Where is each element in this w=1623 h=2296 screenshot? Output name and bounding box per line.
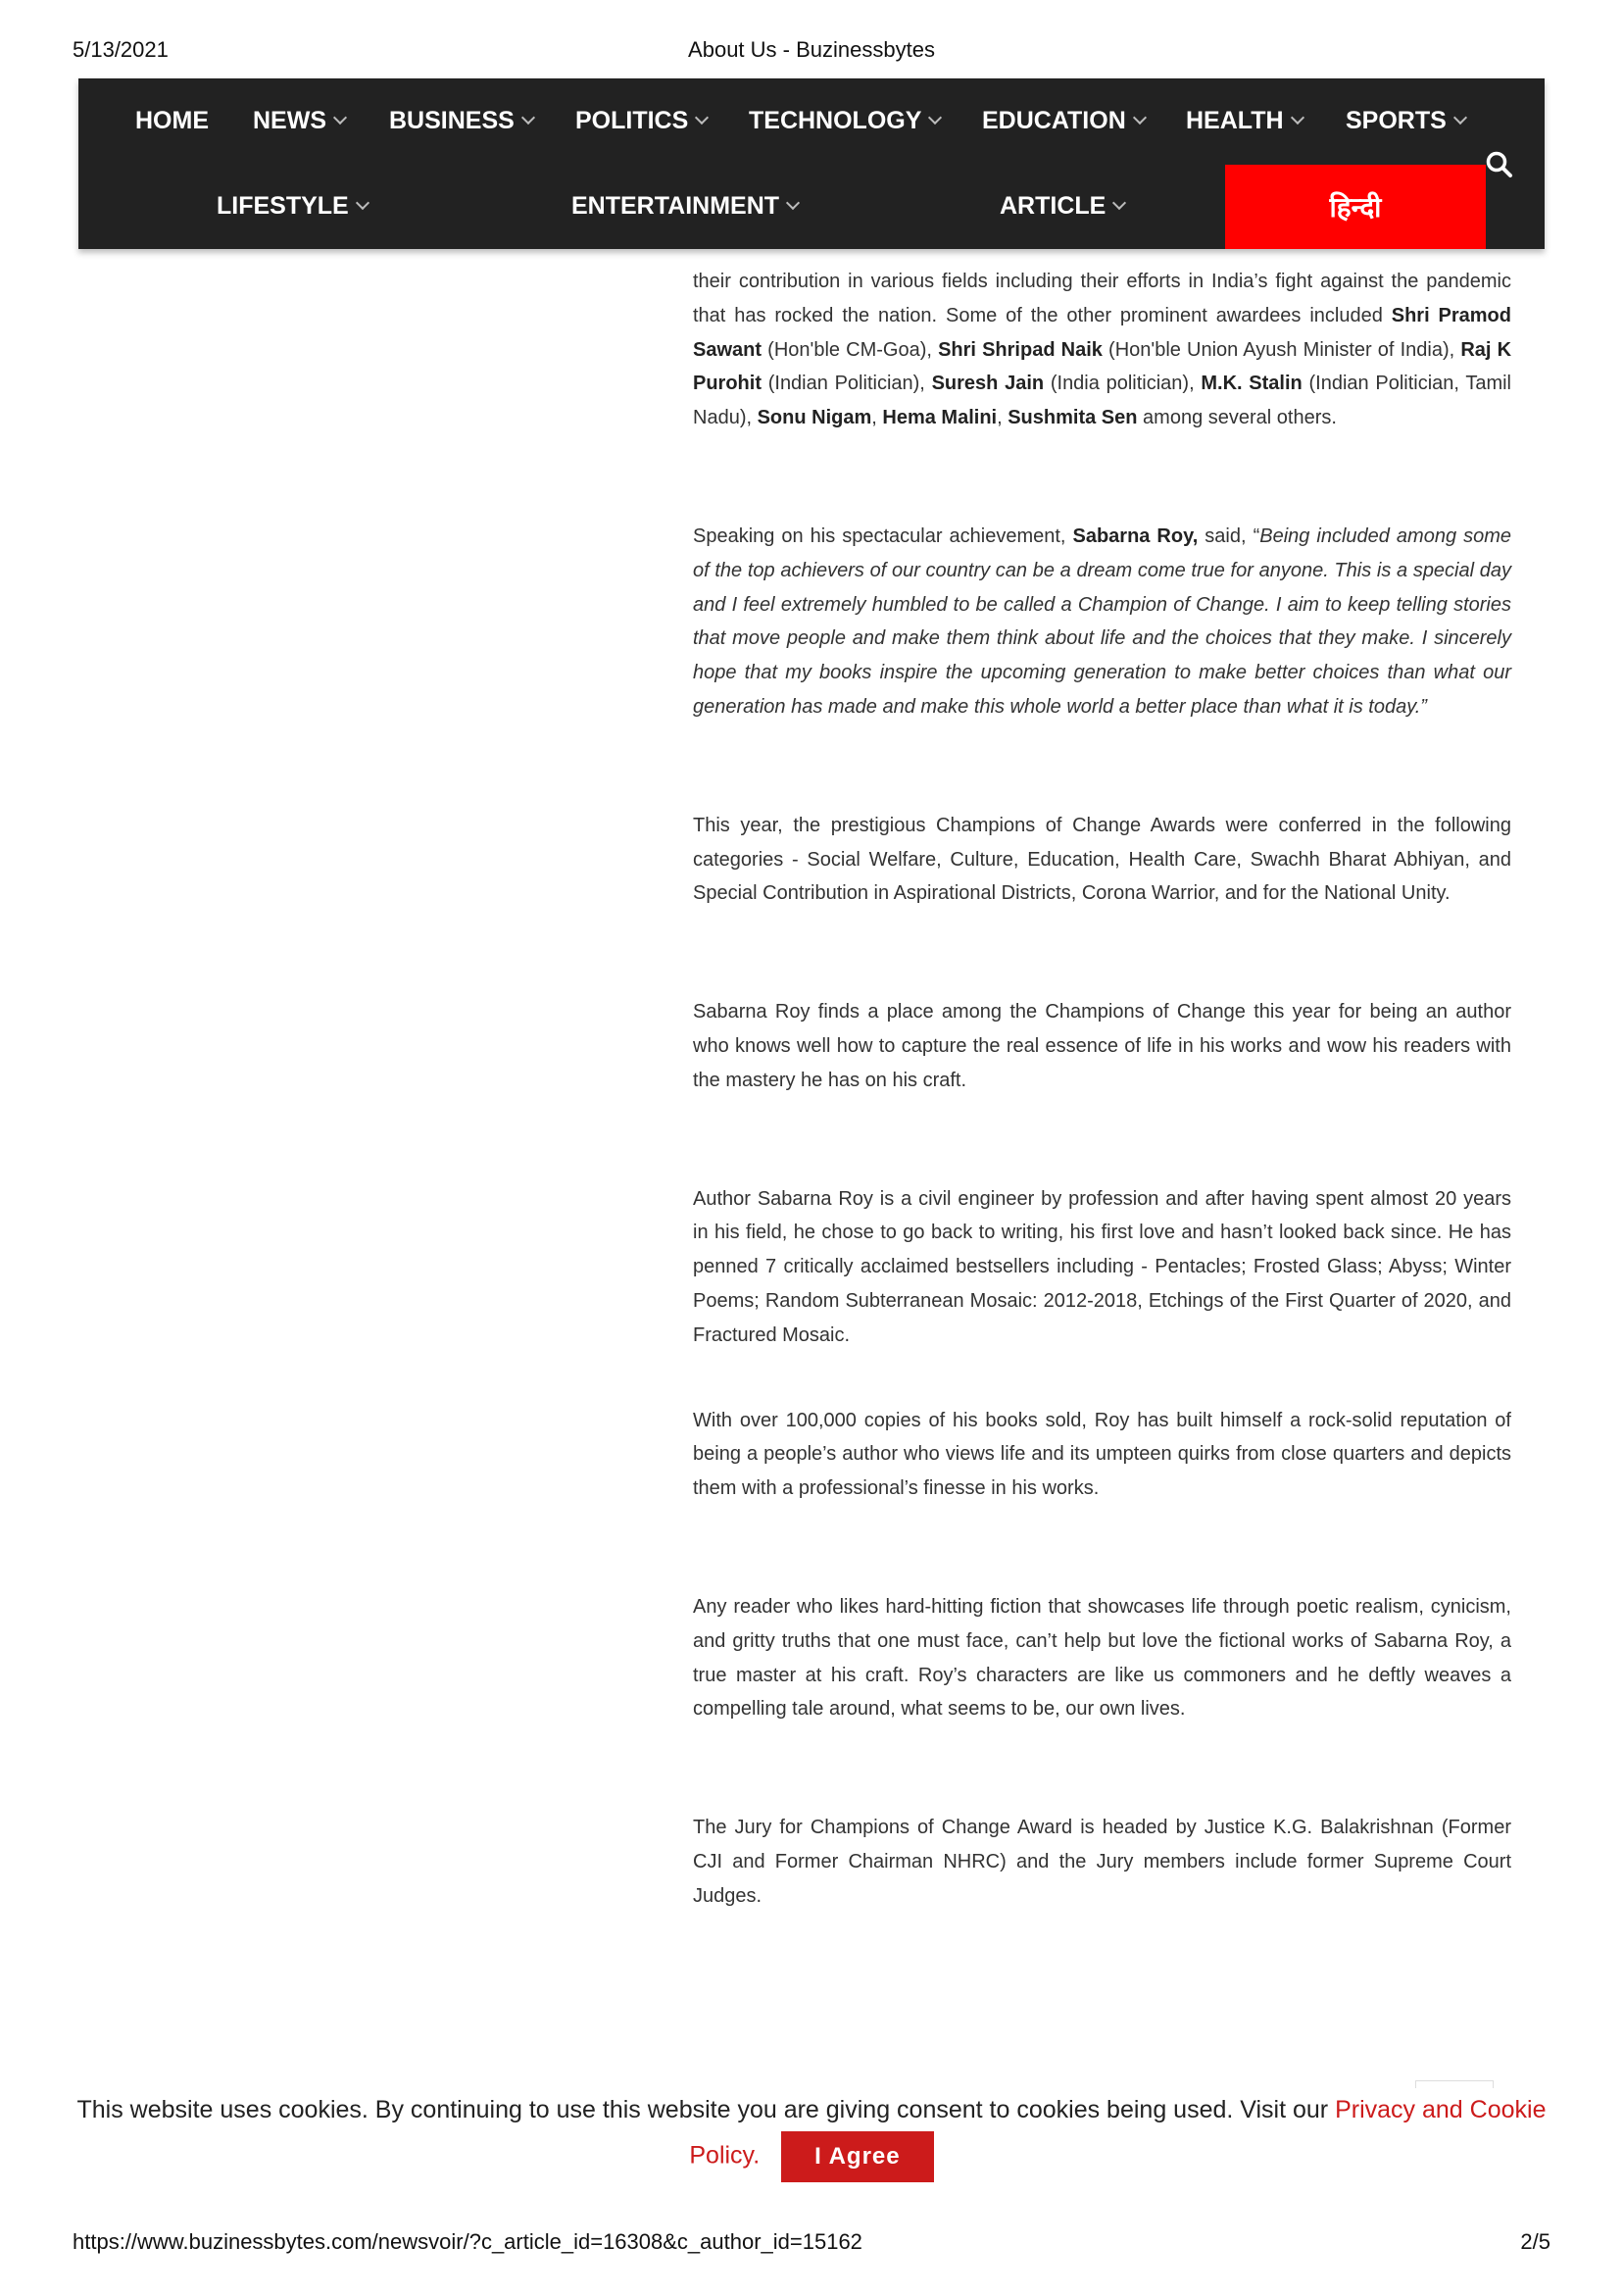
print-footer <box>73 2229 1550 2259</box>
article-paragraph-author-bio: Author Sabarna Roy is a civil engineer by profession and after having spent almost 20 years in his field, he chose to go back to writing, his first love and hasn’t looked back since. He has penned 7 critically acclaimed bestsellers including - Pentacles; Frosted Glass; Abyss; Winter Poems; Random Subterranean Mosaic: 2012-2018, Etchings of the First Quarter of 2020, and Fractured Mosaic. <box>693 1187 1511 1346</box>
print-page-number: 2/5 <box>1520 2229 1550 2254</box>
nav-article[interactable]: ARTICLE <box>1000 192 1124 221</box>
article-paragraph-categories: This year, the prestigious Champions of Change Awards were conferred in the following categories - Social Welfare, Culture, Education, Health Care, Swachh Bharat Abhiyan, and Special Contribution in Aspirational Districts, Corona Warrior, and for the National Unity. <box>693 814 1511 905</box>
chevron-down-icon <box>356 196 369 210</box>
chevron-down-icon <box>333 111 347 125</box>
nav-sports[interactable]: SPORTS <box>1346 107 1465 135</box>
main-navigation <box>78 78 1545 249</box>
cookie-message-line <box>0 2088 1623 2131</box>
chevron-down-icon <box>1133 111 1147 125</box>
nav-health[interactable]: HEALTH <box>1186 107 1303 135</box>
cookie-message: This website uses cookies. By continuing to use this website you are giving consent to cookies being used. Visit our <box>76 2096 1336 2123</box>
nav-politics[interactable]: POLITICS <box>575 107 707 135</box>
nav-news[interactable]: NEWS <box>253 107 345 135</box>
article-body <box>693 231 1511 1914</box>
search-icon[interactable] <box>1484 149 1515 180</box>
print-url: https://www.buzinessbytes.com/newsvoir/?c_article_id=16308&c_author_id=15162 <box>73 2229 862 2254</box>
article-paragraph-reader-appeal: Any reader who likes hard-hitting fiction that showcases life through poetic realism, cynicism, and gritty truths that one must face, can’t help but love the fictional works of Sabarna Roy, a true master at his craft. Roy’s characters are like us commoners and he deftly weaves a compelling tale around, what seems to be, our own lives. <box>693 1595 1511 1721</box>
article-paragraph-copies-sold: With over 100,000 copies of his books sold, Roy has built himself a rock-solid reputation of being a people’s author who views life and its umpteen quirks from close quarters and depicts them with a professional’s finesse in his works. <box>693 1409 1511 1500</box>
chevron-down-icon <box>695 111 709 125</box>
nav-lifestyle[interactable]: LIFESTYLE <box>217 192 368 221</box>
privacy-cookie-policy-link-end[interactable]: Policy. <box>689 2141 761 2170</box>
chevron-down-icon <box>1112 196 1126 210</box>
print-date: 5/13/2021 <box>73 37 169 62</box>
privacy-cookie-policy-link[interactable]: Privacy and Cookie <box>1335 2096 1547 2123</box>
chevron-down-icon <box>1290 111 1303 125</box>
article-paragraph-author-place: Sabarna Roy finds a place among the Champions of Change this year for being an author who knows well how to capture the real essence of life in his works and wow his readers with the mastery he has on his craft. <box>693 1001 1511 1091</box>
nav-education[interactable]: EDUCATION <box>982 107 1145 135</box>
nav-entertainment[interactable]: ENTERTAINMENT <box>571 192 798 221</box>
cookie-consent-bar <box>0 2088 1623 2211</box>
nav-technology[interactable]: TECHNOLOGY <box>749 107 940 135</box>
hindi-language-button[interactable]: हिन्दी <box>1225 165 1486 249</box>
chevron-down-icon <box>928 111 942 125</box>
print-page-title: About Us - Buzinessbytes <box>688 37 935 62</box>
article-paragraph-quote: Speaking on his spectacular achievement, Sabarna Roy, said, “Being included among some of the top achievers of our country can be a dream come true for anyone. This is a special day and I feel extremely humbled to be called a Champion of Change. I aim to keep telling stories that move people and make them think about life and the choices that they make. I sincerely hope that my books inspire the upcoming generation to make better choices than what our generation has made and make this whole world a better place than what it is today.” <box>693 524 1511 718</box>
print-header <box>73 37 1550 67</box>
nav-home[interactable]: HOME <box>135 107 209 134</box>
cookie-action-line <box>0 2131 1623 2182</box>
article-paragraph-jury: The Jury for Champions of Change Award is headed by Justice K.G. Balakrishnan (Former CJI and Former Chairman NHRC) and the Jury members include former Supreme Court Judges. <box>693 1817 1511 1907</box>
chevron-down-icon <box>786 196 800 210</box>
nav-business[interactable]: BUSINESS <box>389 107 533 135</box>
cookie-agree-button[interactable]: I Agree <box>781 2131 933 2182</box>
article-paragraph-awardees: their contribution in various fields including their efforts in India’s fight against the pandemic that has rocked the nation. Some of the other prominent awardees included Shri Pramod Sawant (Hon'ble CM-Goa), Shri Shripad Naik (Hon'ble Union Ayush Minister of India), Raj K Purohit (Indian Politician), Suresh Jain (India politician), M.K. Stalin (Indian Politician, Tamil Nadu), Sonu Nigam, Hema Malini, Sushmita Sen among several others. <box>693 271 1512 429</box>
chevron-down-icon <box>1453 111 1467 125</box>
chevron-down-icon <box>521 111 535 125</box>
